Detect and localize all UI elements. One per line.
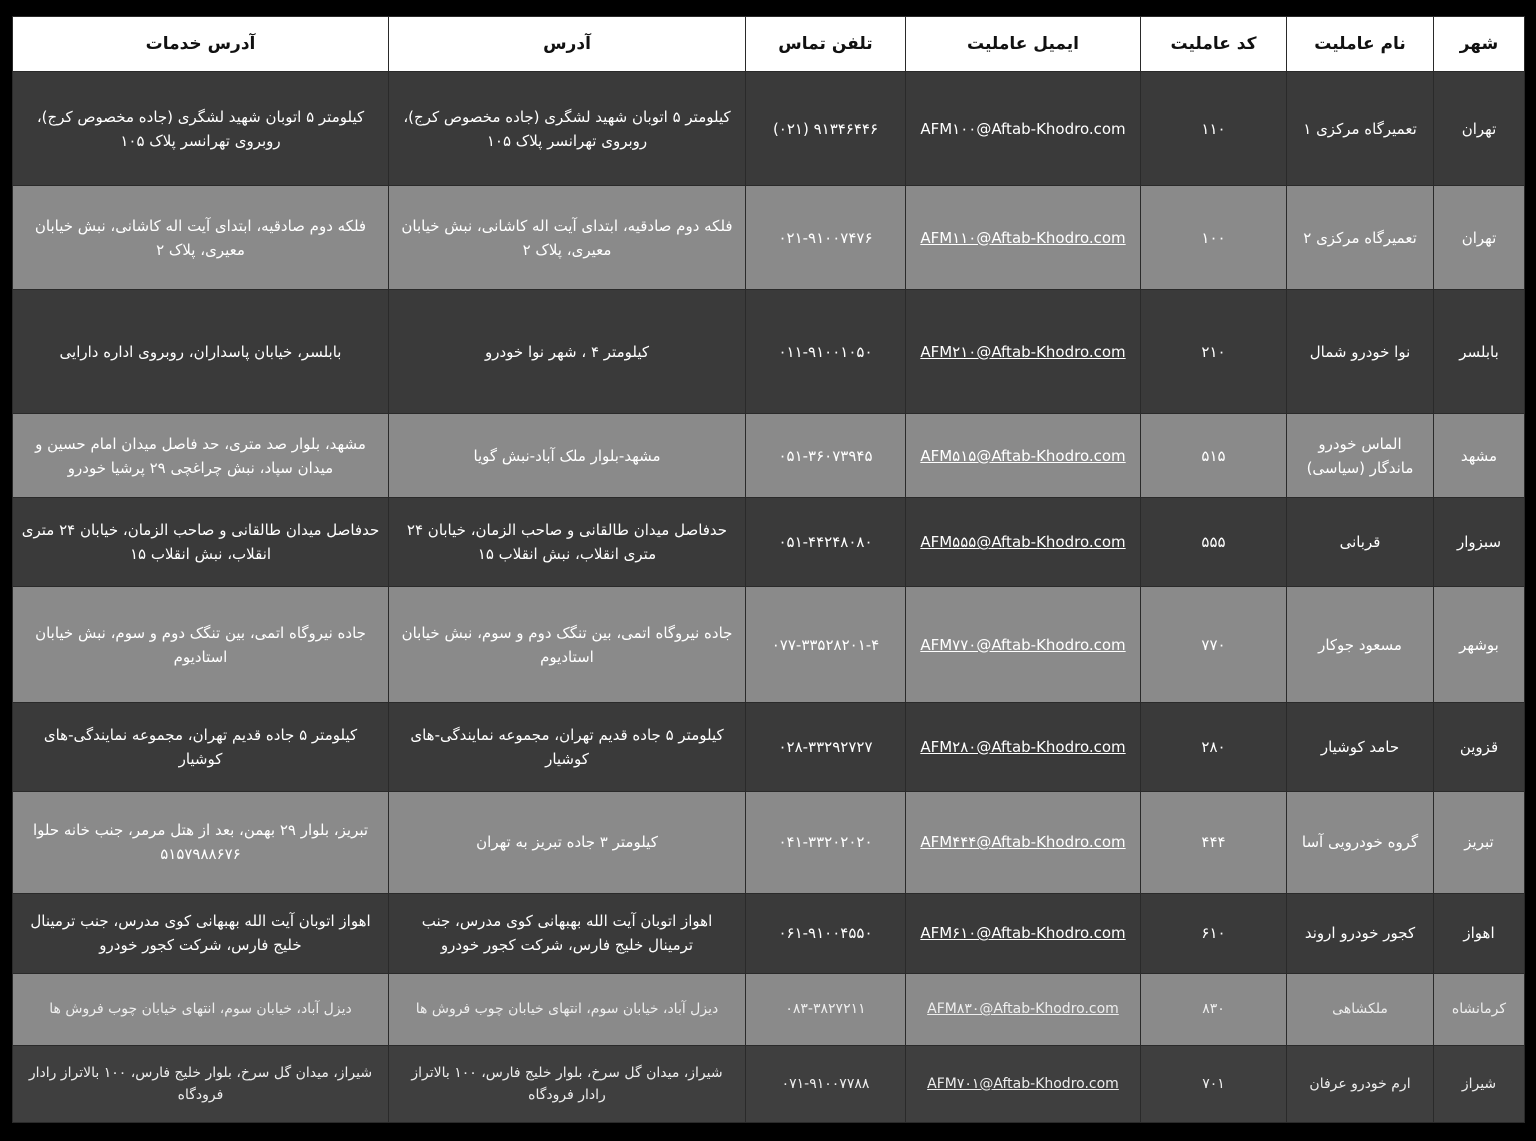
- cell-agency-code: ۵۱۵: [1141, 414, 1287, 498]
- cell-city: سبزوار: [1434, 498, 1525, 587]
- cell-phone: ۰۱۱-۹۱۰۰۱۰۵۰: [746, 290, 906, 414]
- agencies-table-container: [12, 16, 1524, 1123]
- email-link[interactable]: AFM۲۸۰@Aftab-Khodro.com: [920, 737, 1126, 756]
- header-service-address: آدرس خدمات: [13, 17, 389, 72]
- cell-service-address: دیزل آباد، خیابان سوم، انتهای خیابان چوب فروش ها: [13, 973, 389, 1045]
- cell-email: [906, 587, 1141, 702]
- cell-email: [906, 72, 1141, 186]
- cell-email: [906, 791, 1141, 893]
- cell-city: تبریز: [1434, 791, 1525, 893]
- cell-address: مشهد-بلوار ملک آباد-نبش گویا: [389, 414, 746, 498]
- cell-agency-name: حامد کوشیار: [1287, 702, 1434, 791]
- cell-agency-name: الماس خودرو ماندگار (سیاسی): [1287, 414, 1434, 498]
- table-row: [13, 973, 1525, 1045]
- cell-agency-code: ۶۱۰: [1141, 893, 1287, 973]
- cell-email: [906, 290, 1141, 414]
- cell-agency-code: ۲۱۰: [1141, 290, 1287, 414]
- header-address: آدرس: [389, 17, 746, 72]
- cell-agency-name: نوا خودرو شمال: [1287, 290, 1434, 414]
- cell-service-address: اهواز اتوبان آیت الله بهبهانی کوی مدرس، جنب ترمینال خلیج فارس، شرکت کجور خودرو: [13, 893, 389, 973]
- cell-agency-code: ۵۵۵: [1141, 498, 1287, 587]
- header-agency-name: نام عاملیت: [1287, 17, 1434, 72]
- cell-city: تهران: [1434, 72, 1525, 186]
- email-text: AFM۱۰۰@Aftab-Khodro.com: [920, 119, 1126, 138]
- cell-service-address: شیراز، میدان گل سرخ، بلوار خلیج فارس، ۱۰۰ بالاتراز رادار فرودگاه: [13, 1045, 389, 1122]
- cell-email: [906, 414, 1141, 498]
- table-row: [13, 893, 1525, 973]
- header-city: شهر: [1434, 17, 1525, 72]
- cell-service-address: حدفاصل میدان طالقانی و صاحب الزمان، خیابان ۲۴ متری انقلاب، نبش انقلاب ۱۵: [13, 498, 389, 587]
- table-row: [13, 1045, 1525, 1122]
- cell-phone: (۰۲۱) ۹۱۳۴۶۴۴۶: [746, 72, 906, 186]
- cell-phone: ۰۵۱-۳۶۰۷۳۹۴۵: [746, 414, 906, 498]
- agencies-table: [12, 16, 1525, 1123]
- table-row: [13, 587, 1525, 702]
- header-agency-code: کد عاملیت: [1141, 17, 1287, 72]
- cell-city: بابلسر: [1434, 290, 1525, 414]
- cell-address: جاده نیروگاه اتمی، بین تنگک دوم و سوم، نبش خیابان استادیوم: [389, 587, 746, 702]
- cell-agency-code: ۱۱۰: [1141, 72, 1287, 186]
- cell-service-address: کیلومتر ۵ اتوبان شهید لشگری (جاده مخصوص کرج)، روبروی تهرانسر پلاک ۱۰۵: [13, 72, 389, 186]
- email-link[interactable]: AFM۷۰۱@Aftab-Khodro.com: [927, 1075, 1119, 1092]
- header-phone: تلفن تماس: [746, 17, 906, 72]
- email-link[interactable]: AFM۷۷۰@Aftab-Khodro.com: [920, 635, 1126, 654]
- table-row: [13, 498, 1525, 587]
- cell-phone: ۰۶۱-۹۱۰۰۴۵۵۰: [746, 893, 906, 973]
- cell-phone: ۰۸۳-۳۸۲۷۲۱۱: [746, 973, 906, 1045]
- cell-agency-name: گروه خودرویی آسا: [1287, 791, 1434, 893]
- cell-address: اهواز اتوبان آیت الله بهبهانی کوی مدرس، جنب ترمینال خلیج فارس، شرکت کجور خودرو: [389, 893, 746, 973]
- cell-email: [906, 893, 1141, 973]
- cell-agency-name: مسعود جوکار: [1287, 587, 1434, 702]
- cell-address: دیزل آباد، خیابان سوم، انتهای خیابان چوب فروش ها: [389, 973, 746, 1045]
- cell-agency-code: ۸۳۰: [1141, 973, 1287, 1045]
- cell-agency-name: تعمیرگاه مرکزی ۱: [1287, 72, 1434, 186]
- cell-agency-name: قربانی: [1287, 498, 1434, 587]
- cell-city: کرمانشاه: [1434, 973, 1525, 1045]
- header-row: [13, 17, 1525, 72]
- cell-city: اهواز: [1434, 893, 1525, 973]
- cell-agency-name: ملکشاهی: [1287, 973, 1434, 1045]
- cell-address: فلکه دوم صادقیه، ابتدای آیت اله کاشانی، نبش خیابان معیری، پلاک ۲: [389, 186, 746, 290]
- cell-agency-code: ۷۷۰: [1141, 587, 1287, 702]
- cell-service-address: جاده نیروگاه اتمی، بین تنگک دوم و سوم، نبش خیابان استادیوم: [13, 587, 389, 702]
- email-link[interactable]: AFM۵۵۵@Aftab-Khodro.com: [920, 533, 1126, 552]
- table-row: [13, 290, 1525, 414]
- table-row: [13, 791, 1525, 893]
- cell-agency-name: کجور خودرو اروند: [1287, 893, 1434, 973]
- cell-email: [906, 973, 1141, 1045]
- cell-email: [906, 186, 1141, 290]
- email-link[interactable]: AFM۱۱۰@Aftab-Khodro.com: [920, 228, 1126, 247]
- cell-service-address: تبریز، بلوار ۲۹ بهمن، بعد از هتل مرمر، جنب خانه حلوا ۵۱۵۷۹۸۸۶۷۶: [13, 791, 389, 893]
- table-row: [13, 186, 1525, 290]
- email-link[interactable]: AFM۲۱۰@Aftab-Khodro.com: [920, 342, 1126, 361]
- cell-agency-name: تعمیرگاه مرکزی ۲: [1287, 186, 1434, 290]
- cell-phone: ۰۴۱-۳۳۲۰۲۰۲۰: [746, 791, 906, 893]
- cell-phone: ۰۷۷-۳۳۵۲۸۲۰۱-۴: [746, 587, 906, 702]
- cell-service-address: فلکه دوم صادقیه، ابتدای آیت اله کاشانی، نبش خیابان معیری، پلاک ۲: [13, 186, 389, 290]
- email-link[interactable]: AFM۴۴۴@Aftab-Khodro.com: [920, 833, 1126, 852]
- cell-address: کیلومتر ۵ جاده قدیم تهران، مجموعه نمایندگی-های کوشیار: [389, 702, 746, 791]
- cell-phone: ۰۵۱-۴۴۲۴۸۰۸۰: [746, 498, 906, 587]
- cell-agency-name: ارم خودرو عرفان: [1287, 1045, 1434, 1122]
- cell-service-address: مشهد، بلوار صد متری، حد فاصل میدان امام حسین و میدان سپاد، نبش چراغچی ۲۹ پرشیا خودرو: [13, 414, 389, 498]
- cell-email: [906, 702, 1141, 791]
- cell-service-address: کیلومتر ۵ جاده قدیم تهران، مجموعه نمایندگی-های کوشیار: [13, 702, 389, 791]
- cell-phone: ۰۷۱-۹۱۰۰۷۷۸۸: [746, 1045, 906, 1122]
- cell-address: شیراز، میدان گل سرخ، بلوار خلیج فارس، ۱۰۰ بالاتراز رادار فرودگاه: [389, 1045, 746, 1122]
- table-row: [13, 414, 1525, 498]
- cell-city: مشهد: [1434, 414, 1525, 498]
- cell-phone: ۰۲۱-۹۱۰۰۷۴۷۶: [746, 186, 906, 290]
- cell-email: [906, 498, 1141, 587]
- cell-agency-code: ۱۰۰: [1141, 186, 1287, 290]
- cell-email: [906, 1045, 1141, 1122]
- cell-address: حدفاصل میدان طالقانی و صاحب الزمان، خیابان ۲۴ متری انقلاب، نبش انقلاب ۱۵: [389, 498, 746, 587]
- email-link[interactable]: AFM۸۳۰@Aftab-Khodro.com: [927, 1001, 1119, 1018]
- cell-agency-code: ۷۰۱: [1141, 1045, 1287, 1122]
- header-agency-email: ایمیل عاملیت: [906, 17, 1141, 72]
- cell-address: کیلومتر ۵ اتوبان شهید لشگری (جاده مخصوص کرج)، روبروی تهرانسر پلاک ۱۰۵: [389, 72, 746, 186]
- cell-phone: ۰۲۸-۳۳۲۹۲۷۲۷: [746, 702, 906, 791]
- cell-service-address: بابلسر، خیابان پاسداران، روبروی اداره دارایی: [13, 290, 389, 414]
- table-row: [13, 702, 1525, 791]
- cell-address: کیلومتر ۳ جاده تبریز به تهران: [389, 791, 746, 893]
- table-row: [13, 72, 1525, 186]
- cell-agency-code: ۴۴۴: [1141, 791, 1287, 893]
- cell-city: تهران: [1434, 186, 1525, 290]
- cell-agency-code: ۲۸۰: [1141, 702, 1287, 791]
- email-link[interactable]: AFM۶۱۰@Aftab-Khodro.com: [920, 924, 1126, 943]
- cell-address: کیلومتر ۴ ، شهر نوا خودرو: [389, 290, 746, 414]
- cell-city: قزوین: [1434, 702, 1525, 791]
- email-link[interactable]: AFM۵۱۵@Aftab-Khodro.com: [920, 446, 1126, 465]
- cell-city: شیراز: [1434, 1045, 1525, 1122]
- cell-city: بوشهر: [1434, 587, 1525, 702]
